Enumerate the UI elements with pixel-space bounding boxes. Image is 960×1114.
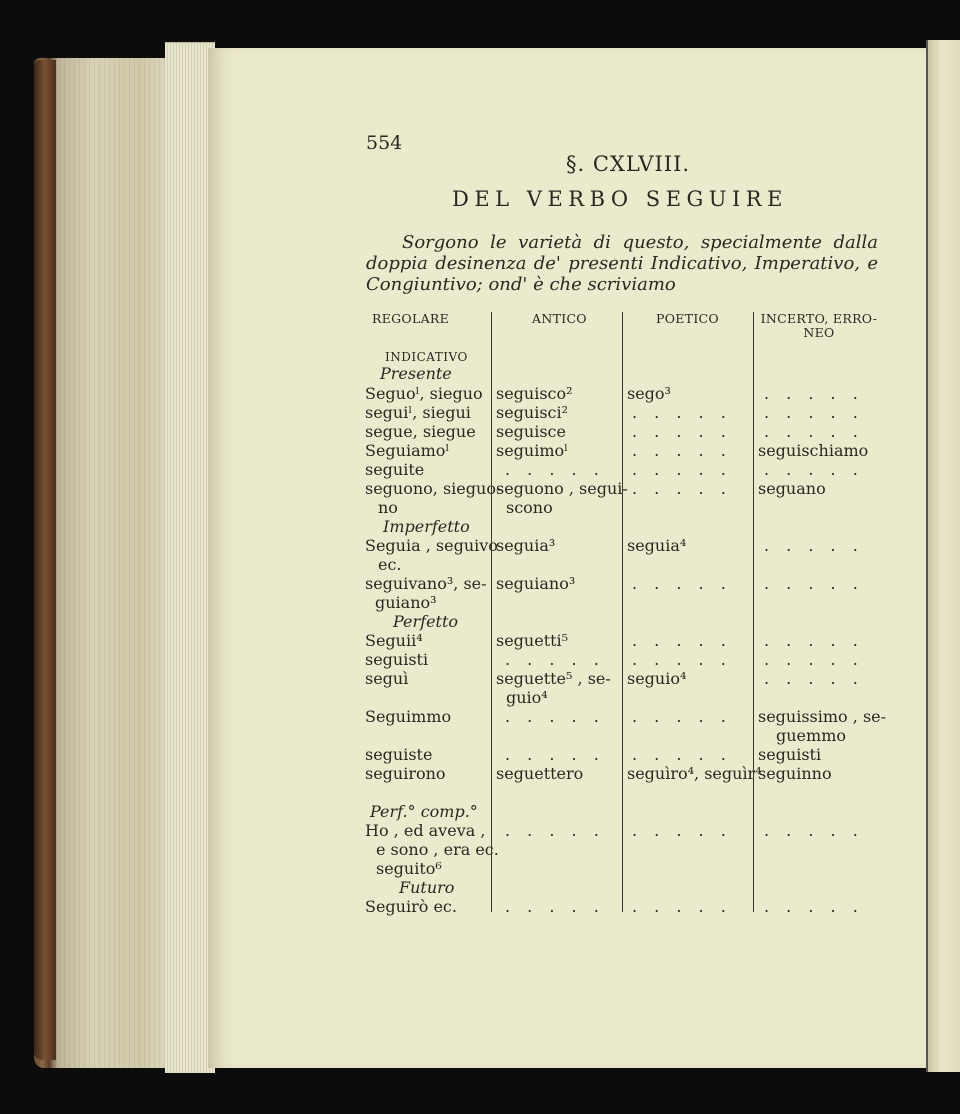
- page-title: DEL VERBO SEGUIRE: [452, 187, 788, 211]
- table-cell: seguio⁴: [627, 669, 687, 688]
- column-header-poetico: POETICO: [656, 311, 719, 326]
- table-cell: . . . . .: [505, 897, 605, 916]
- table-cell: seguisce: [496, 422, 566, 441]
- table-cell: seguite: [365, 460, 425, 479]
- table-cell: seguirono: [365, 764, 446, 783]
- table-cell: . . . . .: [505, 745, 605, 764]
- table-cell: seguetti⁵: [496, 631, 569, 650]
- table-cell: no: [378, 498, 398, 517]
- column-header-incerto: INCERTO, ERRO- NEO: [760, 311, 878, 340]
- table-cell: . . . . .: [764, 384, 864, 403]
- table-cell: seguano: [758, 479, 826, 498]
- table-cell: Seguii⁴: [365, 631, 423, 650]
- table-cell: seguiˡ, siegui: [365, 403, 471, 422]
- table-cell: Seguiamoˡ: [365, 441, 450, 460]
- table-cell: e sono , era ec.: [376, 840, 499, 859]
- table-cell: seguono , segui-: [496, 479, 628, 498]
- table-cell: . . . . .: [764, 460, 864, 479]
- table-cell: . . . . .: [764, 821, 864, 840]
- intro-paragraph: Sorgono le varietà di questo, specialmente dalla doppia desinenza de' presenti Indicativo, Imperativo, e Congiuntivo; ond' è che scriviamo: [366, 232, 878, 295]
- mood-label: INDICATIVO: [385, 350, 468, 364]
- facing-page: [926, 40, 960, 1072]
- table-cell: seguimoˡ: [496, 441, 569, 460]
- tense-label: Perf.° comp.°: [370, 802, 478, 821]
- tense-label: Futuro: [399, 878, 455, 897]
- table-cell: Ho , ed aveva ,: [365, 821, 486, 840]
- table-cell: . . . . .: [764, 403, 864, 422]
- column-rule-3: [753, 312, 754, 912]
- column-rule-2: [622, 312, 623, 912]
- tense-label: Presente: [380, 364, 452, 383]
- table-cell: . . . . .: [632, 650, 732, 669]
- table-cell: . . . . .: [632, 479, 732, 498]
- column-rule-1: [491, 312, 492, 912]
- table-cell: . . . . .: [505, 707, 605, 726]
- table-cell: . . . . .: [505, 460, 605, 479]
- table-cell: Seguimmo: [365, 707, 452, 726]
- tense-label: Perfetto: [393, 612, 459, 631]
- table-cell: seguinno: [758, 764, 832, 783]
- table-cell: seguìro⁴, seguìr⁴: [627, 764, 762, 783]
- table-cell: . . . . .: [632, 460, 732, 479]
- table-cell: seguito⁶: [376, 859, 442, 878]
- table-cell: Seguoˡ, sieguo: [365, 384, 483, 403]
- table-cell: sego³: [627, 384, 671, 403]
- table-cell: seguiano³: [496, 574, 576, 593]
- table-cell: . . . . .: [632, 422, 732, 441]
- column-header-antico: ANTICO: [532, 311, 587, 326]
- table-cell: . . . . .: [632, 631, 732, 650]
- table-cell: . . . . .: [764, 536, 864, 555]
- table-cell: . . . . .: [632, 403, 732, 422]
- table-cell: . . . . .: [632, 745, 732, 764]
- table-cell: . . . . .: [764, 897, 864, 916]
- table-cell: . . . . .: [632, 574, 732, 593]
- table-cell: guemmo: [776, 726, 846, 745]
- table-cell: seguivano³, se-: [365, 574, 487, 593]
- table-cell: . . . . .: [632, 441, 732, 460]
- table-cell: . . . . .: [764, 650, 864, 669]
- table-cell: seguisco²: [496, 384, 573, 403]
- column-header-regolare: REGOLARE: [372, 311, 450, 326]
- page-number: 554: [366, 132, 403, 154]
- table-cell: seguissimo , se-: [758, 707, 887, 726]
- table-cell: ec.: [378, 555, 402, 574]
- table-cell: . . . . .: [632, 707, 732, 726]
- table-cell: seguia³: [496, 536, 556, 555]
- table-cell: seguiste: [365, 745, 433, 764]
- table-cell: . . . . .: [764, 631, 864, 650]
- book-spine: [34, 60, 56, 1060]
- table-cell: scono: [506, 498, 553, 517]
- table-cell: . . . . .: [764, 574, 864, 593]
- table-cell: guiano³: [375, 593, 437, 612]
- table-cell: seguì: [365, 669, 409, 688]
- table-cell: seguette⁵ , se-: [496, 669, 611, 688]
- table-cell: . . . . .: [505, 650, 605, 669]
- table-cell: guio⁴: [506, 688, 548, 707]
- table-cell: . . . . .: [764, 422, 864, 441]
- table-cell: . . . . .: [764, 669, 864, 688]
- table-cell: Seguia , seguivo: [365, 536, 498, 555]
- table-cell: seguischiamo: [758, 441, 869, 460]
- table-cell: . . . . .: [632, 821, 732, 840]
- table-cell: . . . . .: [505, 821, 605, 840]
- table-cell: seguisti: [365, 650, 429, 669]
- table-cell: seguisti: [758, 745, 822, 764]
- table-cell: seguettero: [496, 764, 584, 783]
- table-cell: seguono, sieguo-: [365, 479, 502, 498]
- table-cell: Seguirò ec.: [365, 897, 457, 916]
- section-number: §. CXLVIII.: [566, 152, 691, 176]
- book-page-block: [34, 58, 184, 1068]
- table-cell: seguia⁴: [627, 536, 687, 555]
- table-cell: segue, siegue: [365, 422, 476, 441]
- table-cell: seguisci²: [496, 403, 569, 422]
- tense-label: Imperfetto: [383, 517, 470, 536]
- table-cell: . . . . .: [632, 897, 732, 916]
